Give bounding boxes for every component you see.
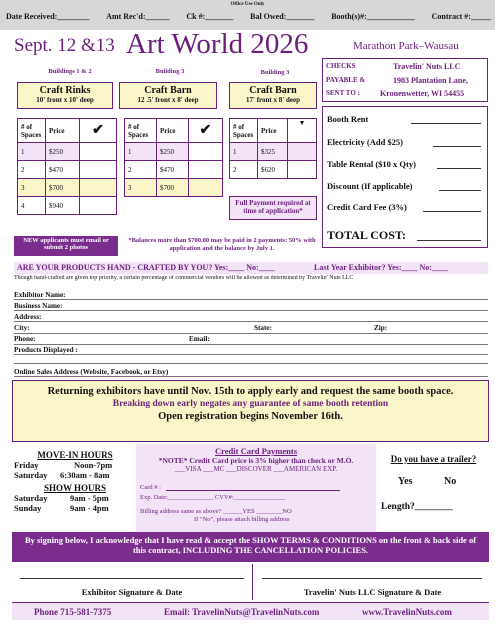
handcrafted-note: Though hand-crafted are given top priority, a certain percentage of commercial vendors will be allowed as determined by Travelin' Nuts LLC [14,275,354,281]
craft-barn-box-1 [119,82,217,109]
craft-rinks-box [17,82,113,109]
card-number-field[interactable]: Card # : [140,484,340,491]
city-state-zip-row [14,324,488,334]
col-price: Price [258,119,288,143]
trailer-yes[interactable]: Yes [398,476,413,487]
office-fields [6,12,491,21]
col-price: Price [46,119,80,143]
cost-summary-box [322,106,488,248]
hours-section [14,444,136,532]
event-dates: Sept. 12 &13 [14,35,115,56]
billing-same-field[interactable]: Billing address same as above? ______YES ________NO [140,508,292,515]
credit-title: Credit Card Payments [215,446,297,456]
show-row: Saturday 9am - 5pm [14,493,109,503]
col-spaces: # of Spaces [230,119,258,143]
price-table-2 [124,118,223,197]
col-spaces: # of Spaces [18,119,46,143]
select-cell[interactable] [80,161,117,179]
office-use-label: Office Use Only [230,2,265,7]
select-cell[interactable] [189,179,223,197]
total-cost-row[interactable]: TOTAL COST: [327,228,483,243]
handcrafted-question[interactable]: ARE YOUR PRODUCTS HAND - CRAFTED BY YOU? Yes:____ No:____ [17,263,275,272]
booth-name: Craft Rinks [39,85,91,96]
office-use-bar [0,0,495,30]
billing-note: If "No", please attach billing address [194,516,290,523]
table-row: 4 $940 [18,197,117,215]
city-field[interactable]: City: [14,324,30,332]
building-label-2: Building 3 [155,68,185,75]
select-cell[interactable] [288,161,317,179]
show-title: SHOW HOURS [43,483,107,493]
booth-rent-row[interactable]: Booth Rent [327,114,483,124]
table-row: 2 $620 [230,161,317,179]
booth-size: 12 .5' front x 8' deep [137,96,199,104]
contract-field[interactable]: Contract #:_____ [431,12,491,21]
select-cell[interactable] [288,143,317,161]
blank-line[interactable] [14,363,488,364]
email-field[interactable]: Email: [189,335,210,343]
zip-field[interactable]: Zip: [374,324,388,332]
returning-box [12,380,489,442]
booth-size: 17' front x 8' deep [246,96,300,104]
col-price: Price [157,119,189,143]
agreement-bar: By signing below, I acknowledge that I have read & accept the SHOW TERMS & CONDITIONS on the front & back side of this contract, INCLUDING THE CANCELLATION POLICIES. [12,532,489,562]
company-signature[interactable] [256,564,489,600]
card-types[interactable]: ___VISA ___MC ___DISCOVER ___AMERICAN EXP. [174,465,338,473]
exhibitor-signature[interactable] [14,564,250,600]
online-sales-field[interactable]: Online Sales Address (Website, Facebook, or Etsy) [14,368,488,377]
last-year-exhibitor[interactable]: Last Year Exhibitor? Yes:____ No:____ [314,263,448,272]
trailer-question: Do you have a trailer? [390,454,477,464]
payee-name: Travelin' Nuts LLC [393,62,461,71]
select-cell[interactable] [189,143,223,161]
checkmark-icon: ✔ [189,119,223,143]
building-label-3: Building 3 [260,69,290,76]
table-row: 1 $250 [18,143,117,161]
table-row: 3 $700 [125,179,223,197]
address-field[interactable]: Address: [14,313,488,322]
exhibitor-name-field[interactable]: Exhibitor Name: [14,291,488,300]
exhibitor-signature-label: Exhibitor Signature & Date [81,587,183,597]
company-signature-label: Travelin' Nuts LLC Signature & Date [303,587,442,597]
select-cell[interactable] [189,161,223,179]
booth-name: Craft Barn [144,85,192,96]
movein-row: Saturday 6:30am - 8am [14,470,110,480]
sent-to-label: SENT TO : [326,89,360,97]
balances-note: *Balances more than $700.00 may be paid in 2 payments: 50% with application and the balance by July 1. [128,237,316,253]
event-title: Art World 2026 [126,28,309,60]
checks-label: CHECKS [326,62,356,70]
trailer-no[interactable]: No [444,476,457,487]
credit-fee-row[interactable]: Credit Card Fee (3%) [327,202,483,212]
new-applicants-note: NEW applicants must email or submit 2 photos [14,236,118,256]
movein-row: Friday Noon-7pm [14,460,113,470]
returning-line-2: Breaking down early negates any guarantee of same booth retention [112,399,389,409]
credit-note: *NOTE* Credit Card price is 3% higher than check or M.O. [158,456,354,465]
table-row: 3 $700 [18,179,117,197]
checkmark-icon: ✔ [80,119,117,143]
select-cell[interactable] [80,143,117,161]
amt-received-field[interactable]: Amt Rec'd:______ [106,12,170,21]
footer-phone[interactable]: Phone 715-581-7375 [34,607,112,617]
phone-field[interactable]: Phone: [14,335,36,343]
footer-website[interactable]: www.TravelinNuts.com [362,607,452,617]
footer-email[interactable]: Email: TravelinNuts@TravelinNuts.com [164,607,320,617]
price-table-3 [229,118,317,179]
table-row: 1 $250 [125,143,223,161]
booth-name: Craft Barn [249,85,297,96]
state-field[interactable]: State: [254,324,272,332]
building-label-1: Buildings 1 & 2 [48,68,92,75]
electricity-row[interactable]: Electricity (Add $25) [327,137,483,147]
dropdown-arrow-icon[interactable]: ▼ [288,119,317,143]
phone-email-row [14,335,488,345]
trailer-length-field[interactable]: Length?________ [381,502,453,512]
booths-field[interactable]: Booth(s)#:____________ [331,12,415,21]
divider [252,564,253,600]
movein-title: MOVE-IN HOURS [37,450,113,460]
check-number-field[interactable]: Ck #:_______ [186,12,234,21]
footer-bar [12,602,489,620]
date-received-field[interactable]: Date Received:________ [6,12,90,21]
checks-payable-box [322,58,488,102]
exp-cvv-field[interactable]: Exp. Date:______________ CVV#:________________ [140,494,286,501]
select-cell[interactable] [80,179,117,197]
table-row: 2 $470 [125,161,223,179]
full-payment-note: Full Payment required at time of application* [229,196,317,220]
col-spaces: # of Spaces [125,119,157,143]
handcrafted-bar [14,262,488,274]
craft-barn-box-2 [229,82,317,109]
trailer-section [378,444,489,532]
credit-card-box [136,444,376,532]
price-table-1 [17,118,117,215]
discount-row[interactable]: Discount (If applicable) [327,181,483,191]
payee-address-1: 1983 Plantation Lane, [393,76,468,85]
returning-line-3: Open registration begins November 16th. [158,411,343,422]
payable-label: PAYABLE & [326,76,366,84]
booth-size: 10' front x 10' deep [36,96,94,104]
event-location: Marathon Park–Wausau [353,40,459,52]
bal-owed-field[interactable]: Bal Owed:_______ [250,12,315,21]
show-row: Sunday 9am - 4pm [14,503,109,513]
business-name-field[interactable]: Business Name: [14,302,488,311]
table-row: 2 $470 [18,161,117,179]
table-row: 1 $325 [230,143,317,161]
select-cell[interactable] [80,197,117,215]
payee-address-2: Kronenwetter, WI 54455 [380,89,465,98]
products-field[interactable]: Products Displayed : [14,346,488,355]
table-rental-row[interactable]: Table Rental ($10 x Qty) [327,159,483,169]
returning-line-1: Returning exhibitors have until Nov. 15th to apply early and request the same booth space. [47,386,454,397]
